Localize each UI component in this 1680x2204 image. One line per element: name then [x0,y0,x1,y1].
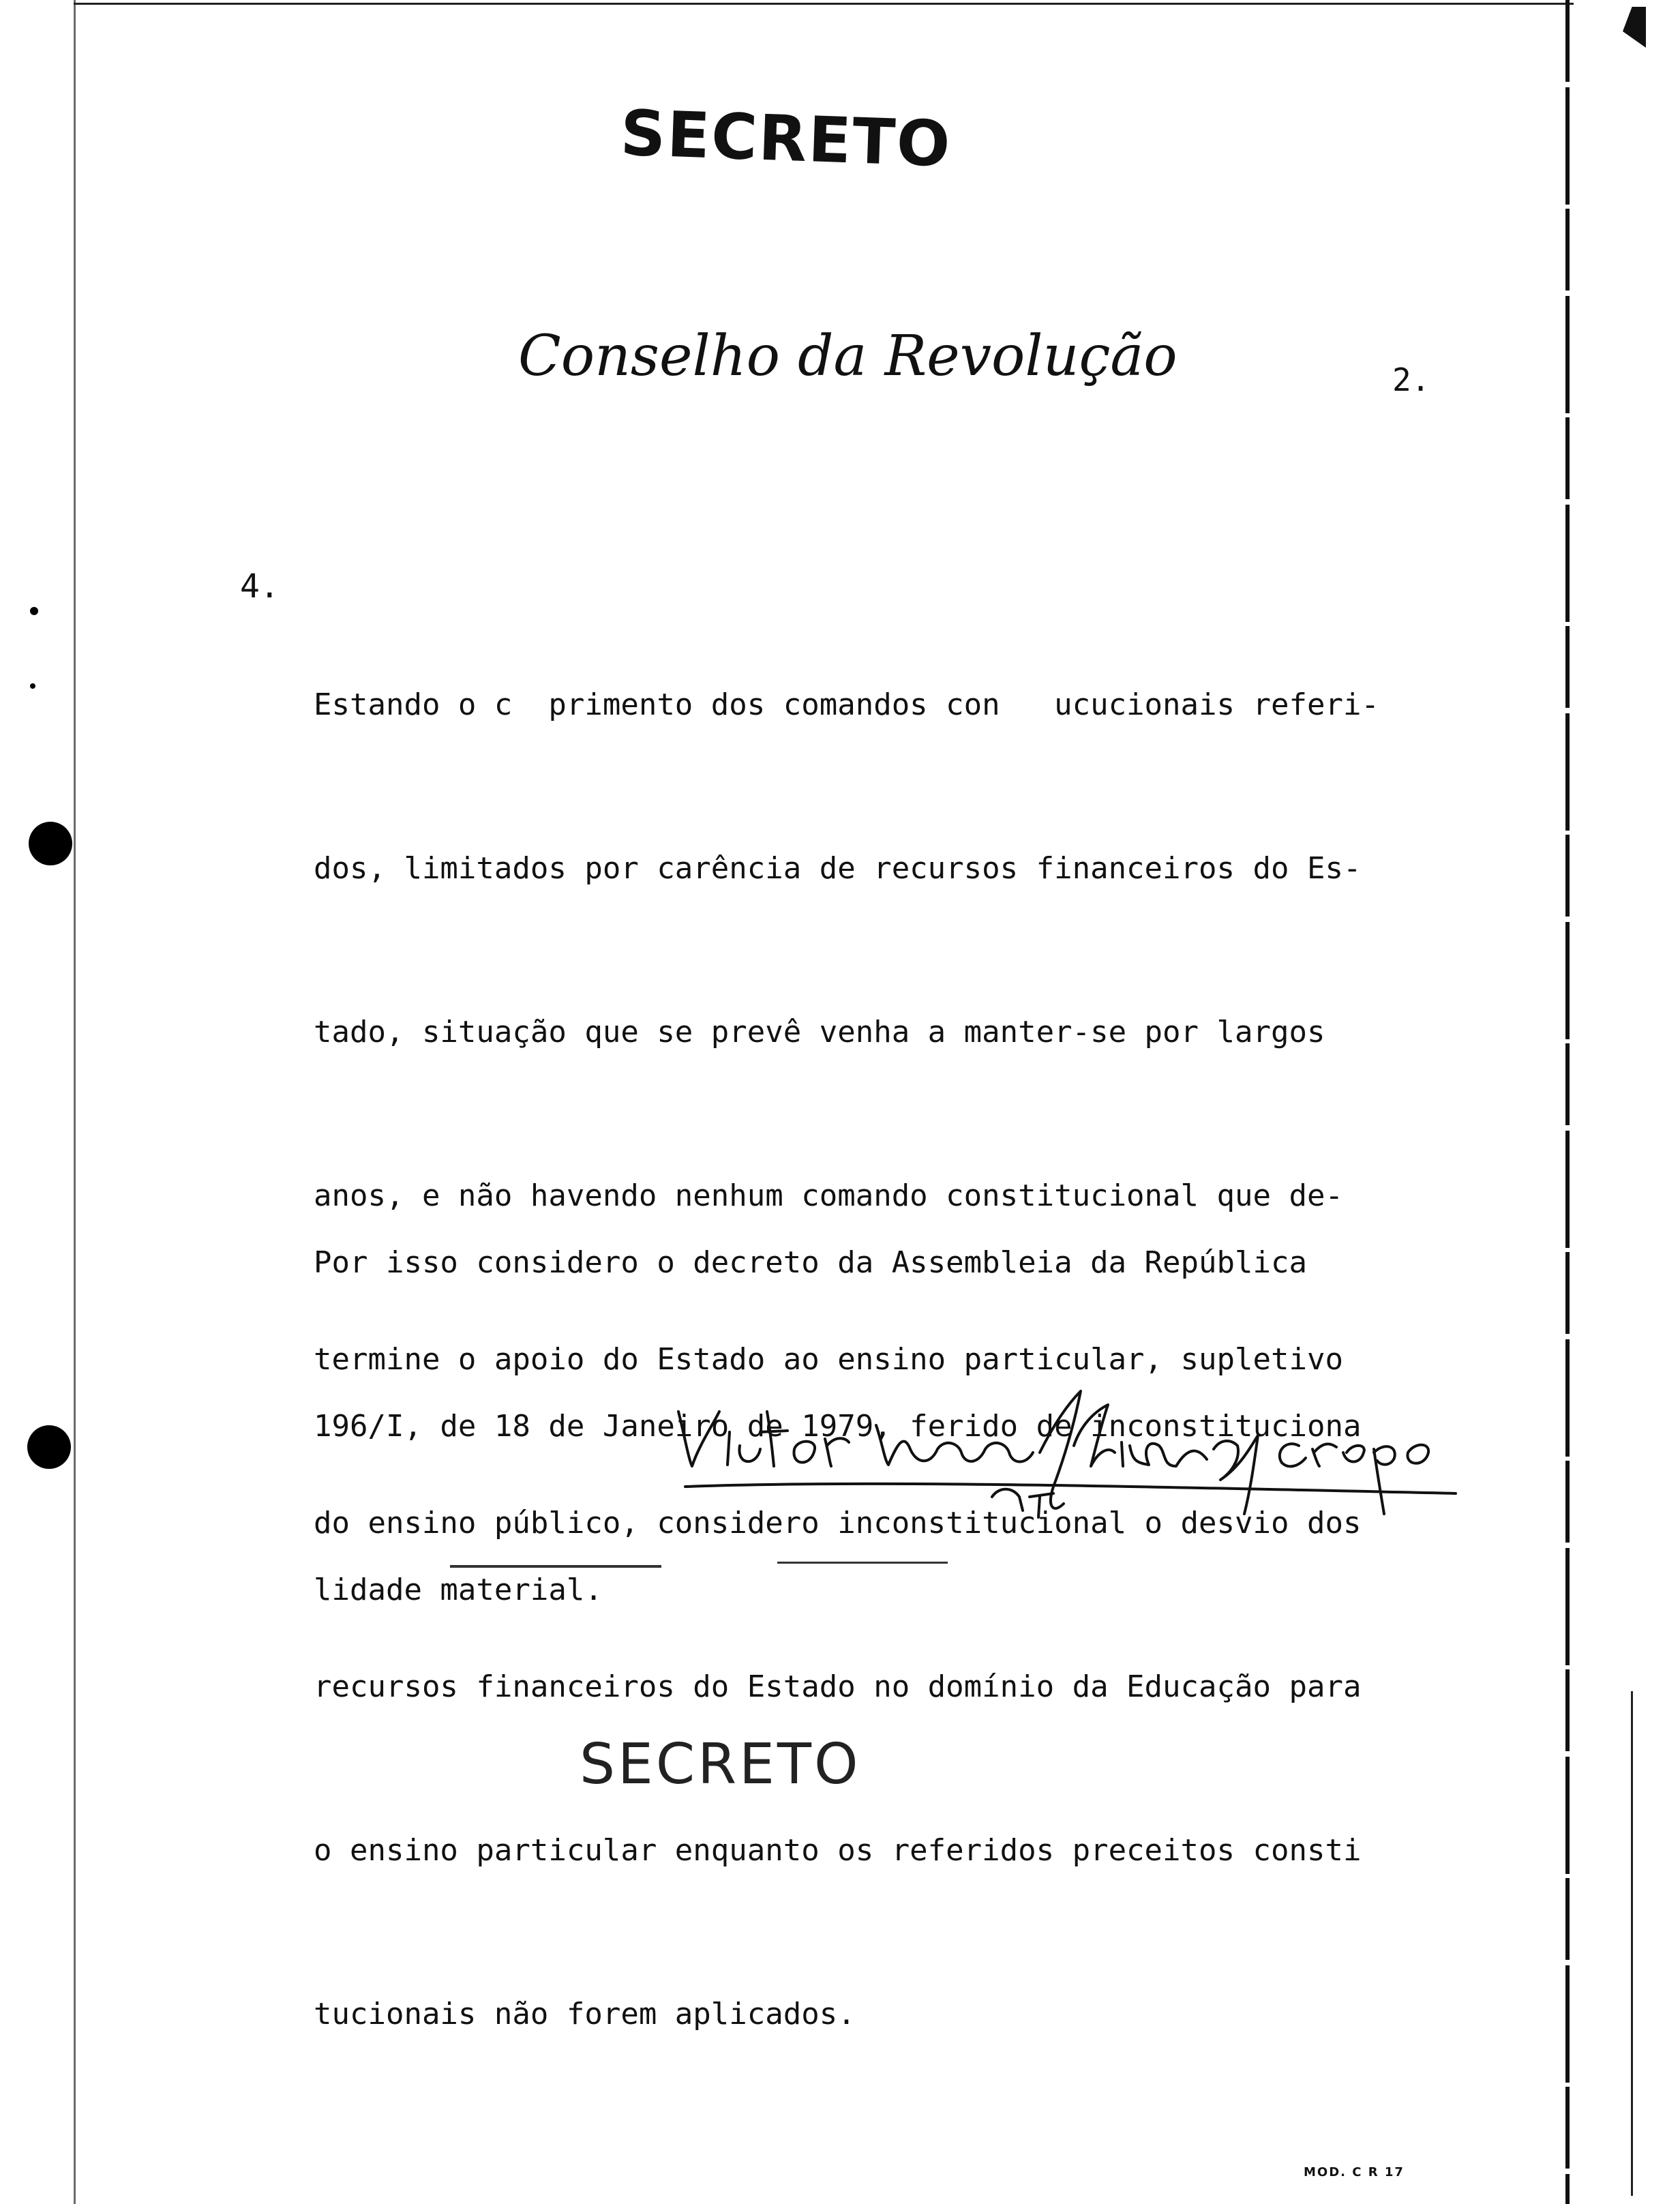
page-number: 2. [1392,361,1430,398]
text-line: dos, limitados por carência de recursos financeiros do Es- [314,851,1362,886]
text-line: Estando o c primento dos comandos con ucucionais referi- [314,687,1379,722]
text-line: 196/I, de 18 de Janeiro de 1979, ferido de inconstituciona [314,1409,1362,1444]
handwritten-signature [672,1384,1476,1521]
text-line: do ensino público, considero inconstitucional o desvio dos [314,1506,1362,1540]
page-top-edge [74,3,1574,5]
form-code: MOD. C R 17 [1304,2165,1405,2179]
text-line: lidade material. [314,1573,603,1607]
text-line: termine o apoio do Estado ao ensino particular, supletivo [314,1342,1343,1377]
text-line: o ensino particular enquanto os referidos preceitos consti [314,1833,1362,1868]
separator-dash-right [777,1562,948,1564]
classification-stamp-top: SECRETO [619,96,953,181]
margin-dot [30,607,38,615]
text-line: tado, situação que se prevê venha a manter-se por largos [314,1015,1325,1049]
text-line: Por isso considero o decreto da Assembleia da República [314,1245,1307,1280]
separator-dash-left [450,1565,661,1568]
text-line: tucionais não forem aplicados. [314,1997,856,2031]
page-right-margin-line [1631,1691,1633,2196]
page-left-edge [74,0,76,2204]
page-corner-mark [1623,7,1646,48]
page-right-edge [1565,0,1570,2204]
margin-dot [30,683,35,689]
punch-hole-bottom [27,1425,71,1469]
item-number: 4. [240,567,280,606]
classification-stamp-bottom: SECRETO [580,1732,861,1797]
punch-hole-top [29,822,72,865]
text-line: anos, e não havendo nenhum comando constitucional que de- [314,1178,1343,1213]
text-line: recursos financeiros do Estado no domínio da Educação para [314,1669,1362,1704]
letterhead-title: Conselho da Revolução [518,324,1178,389]
